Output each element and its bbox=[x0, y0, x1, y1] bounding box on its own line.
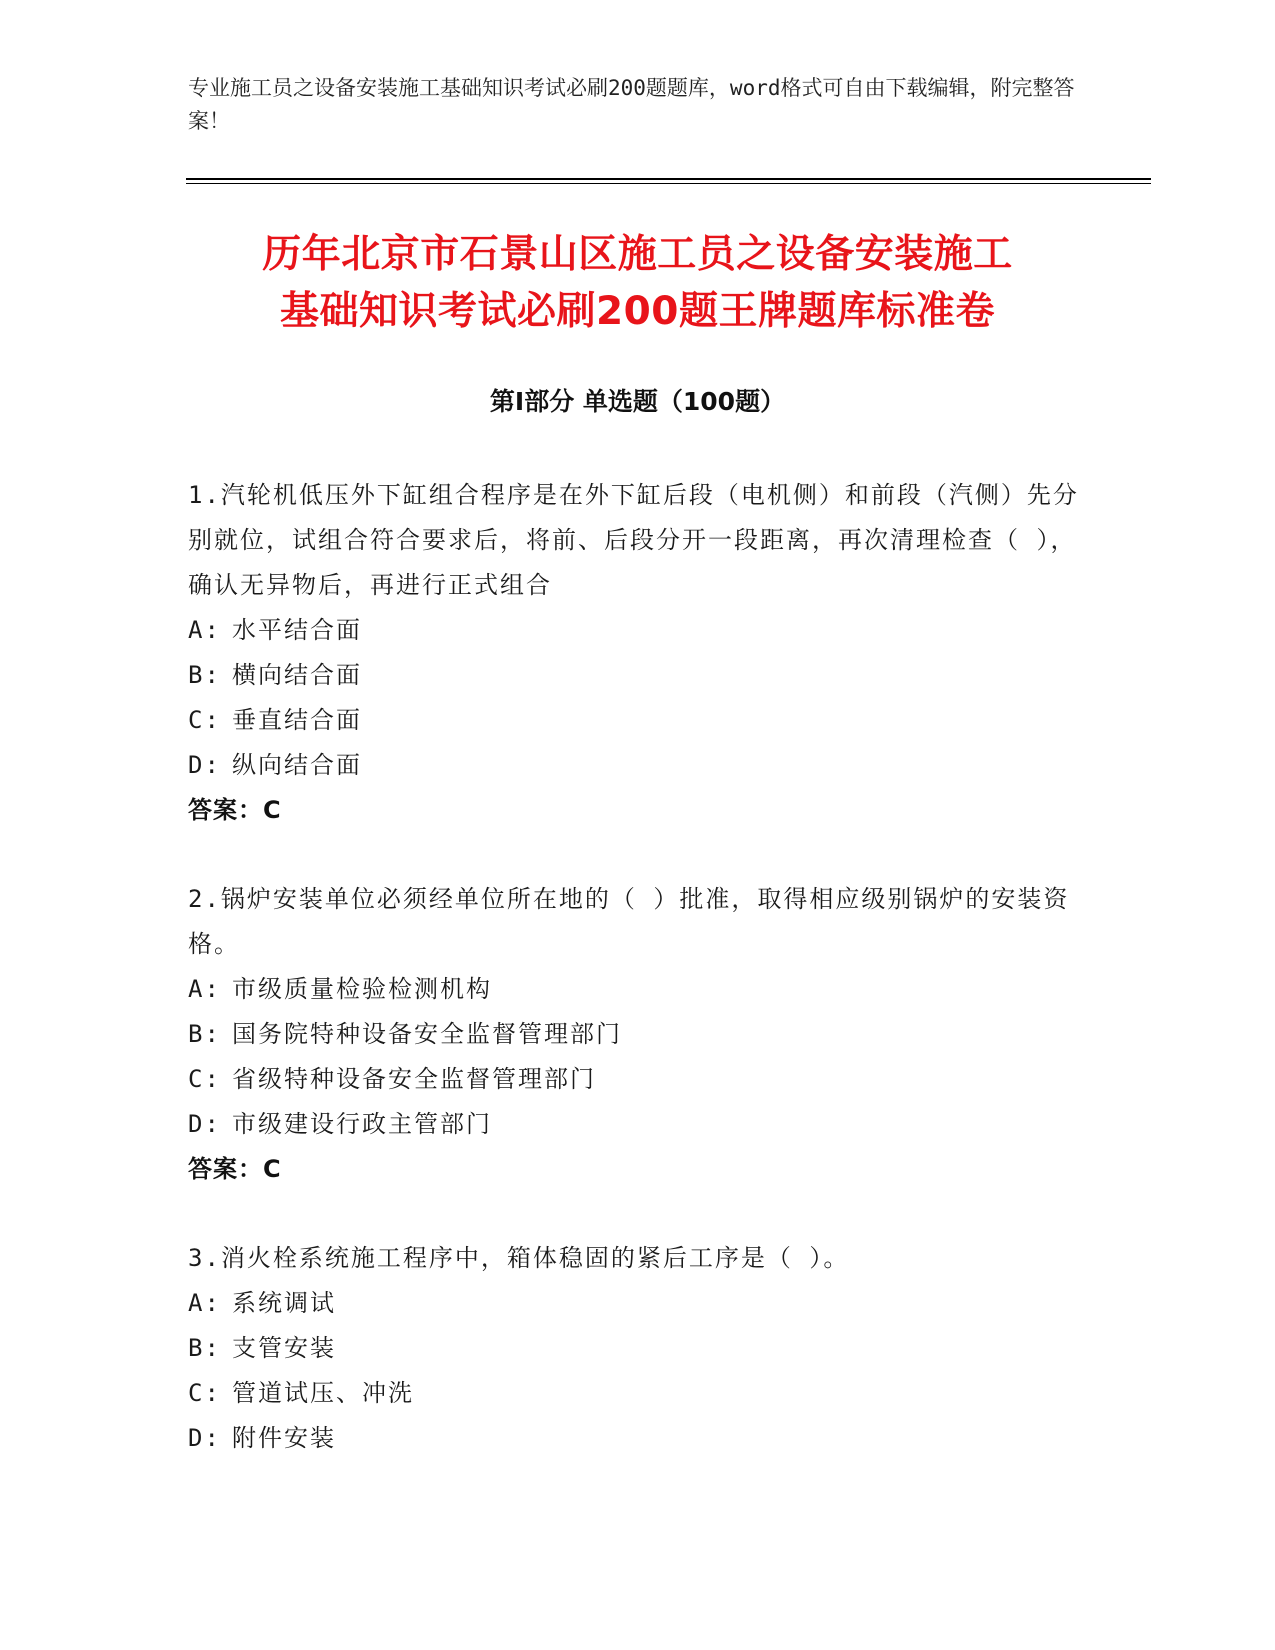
option-text: 国务院特种设备安全监督管理部门 bbox=[232, 1020, 622, 1048]
option-letter: C: bbox=[188, 1065, 221, 1093]
option-text: 横向结合面 bbox=[232, 661, 362, 689]
option-a bbox=[188, 608, 1088, 653]
question-2 bbox=[188, 877, 1088, 1192]
option-d bbox=[188, 1416, 1088, 1461]
answer-line: 答案：C bbox=[188, 1155, 282, 1183]
option-letter: A: bbox=[188, 616, 221, 644]
option-text: 附件安装 bbox=[232, 1424, 336, 1452]
option-text: 省级特种设备安全监督管理部门 bbox=[232, 1065, 596, 1093]
option-c bbox=[188, 1057, 1088, 1102]
title-line-2: 基础知识考试必刷200题王牌题库标准卷 bbox=[280, 289, 995, 334]
option-letter: D: bbox=[188, 751, 221, 779]
option-text: 支管安装 bbox=[232, 1334, 336, 1362]
header-note: 专业施工员之设备安装施工基础知识考试必刷200题题库，word格式可自由下载编辑，附完整答案！ bbox=[188, 76, 1075, 133]
option-b bbox=[188, 1326, 1088, 1371]
option-b bbox=[188, 1012, 1088, 1057]
header-divider-thick bbox=[186, 178, 1151, 180]
option-text: 市级质量检验检测机构 bbox=[232, 975, 492, 1003]
option-letter: A: bbox=[188, 1289, 221, 1317]
question-stem: 2.锅炉安装单位必须经单位所在地的（ ）批准，取得相应级别锅炉的安装资格。 bbox=[188, 885, 1070, 958]
section-title: 第Ⅰ部分 单选题（100题） bbox=[489, 387, 786, 416]
question-stem: 1.汽轮机低压外下缸组合程序是在外下缸后段（电机侧）和前段（汽侧）先分别就位，试组合符合要求后，将前、后段分开一段距离，再次清理检查（ ），确认无异物后，再进行正式组合 bbox=[188, 481, 1079, 599]
option-text: 纵向结合面 bbox=[232, 751, 362, 779]
option-letter: A: bbox=[188, 975, 221, 1003]
option-b bbox=[188, 653, 1088, 698]
option-letter: D: bbox=[188, 1424, 221, 1452]
option-text: 系统调试 bbox=[232, 1289, 336, 1317]
option-letter: C: bbox=[188, 1379, 221, 1407]
option-text: 水平结合面 bbox=[232, 616, 362, 644]
option-letter: D: bbox=[188, 1110, 221, 1138]
header-divider-thin bbox=[186, 183, 1151, 184]
answer-line: 答案：C bbox=[188, 796, 282, 824]
option-a bbox=[188, 1281, 1088, 1326]
question-stem: 3.消火栓系统施工程序中，箱体稳固的紧后工序是（ ）。 bbox=[188, 1244, 850, 1272]
option-letter: C: bbox=[188, 706, 221, 734]
option-d bbox=[188, 1102, 1088, 1147]
option-text: 市级建设行政主管部门 bbox=[232, 1110, 492, 1138]
question-1 bbox=[188, 473, 1088, 833]
question-3 bbox=[188, 1236, 1088, 1461]
document-title bbox=[150, 226, 1125, 340]
option-letter: B: bbox=[188, 661, 221, 689]
option-c bbox=[188, 1371, 1088, 1416]
option-letter: B: bbox=[188, 1020, 221, 1048]
option-text: 垂直结合面 bbox=[232, 706, 362, 734]
option-d bbox=[188, 743, 1088, 788]
option-letter: B: bbox=[188, 1334, 221, 1362]
title-line-1: 历年北京市石景山区施工员之设备安装施工 bbox=[262, 232, 1013, 277]
option-c bbox=[188, 698, 1088, 743]
option-a bbox=[188, 967, 1088, 1012]
option-text: 管道试压、冲洗 bbox=[232, 1379, 414, 1407]
question-list bbox=[188, 473, 1088, 1505]
